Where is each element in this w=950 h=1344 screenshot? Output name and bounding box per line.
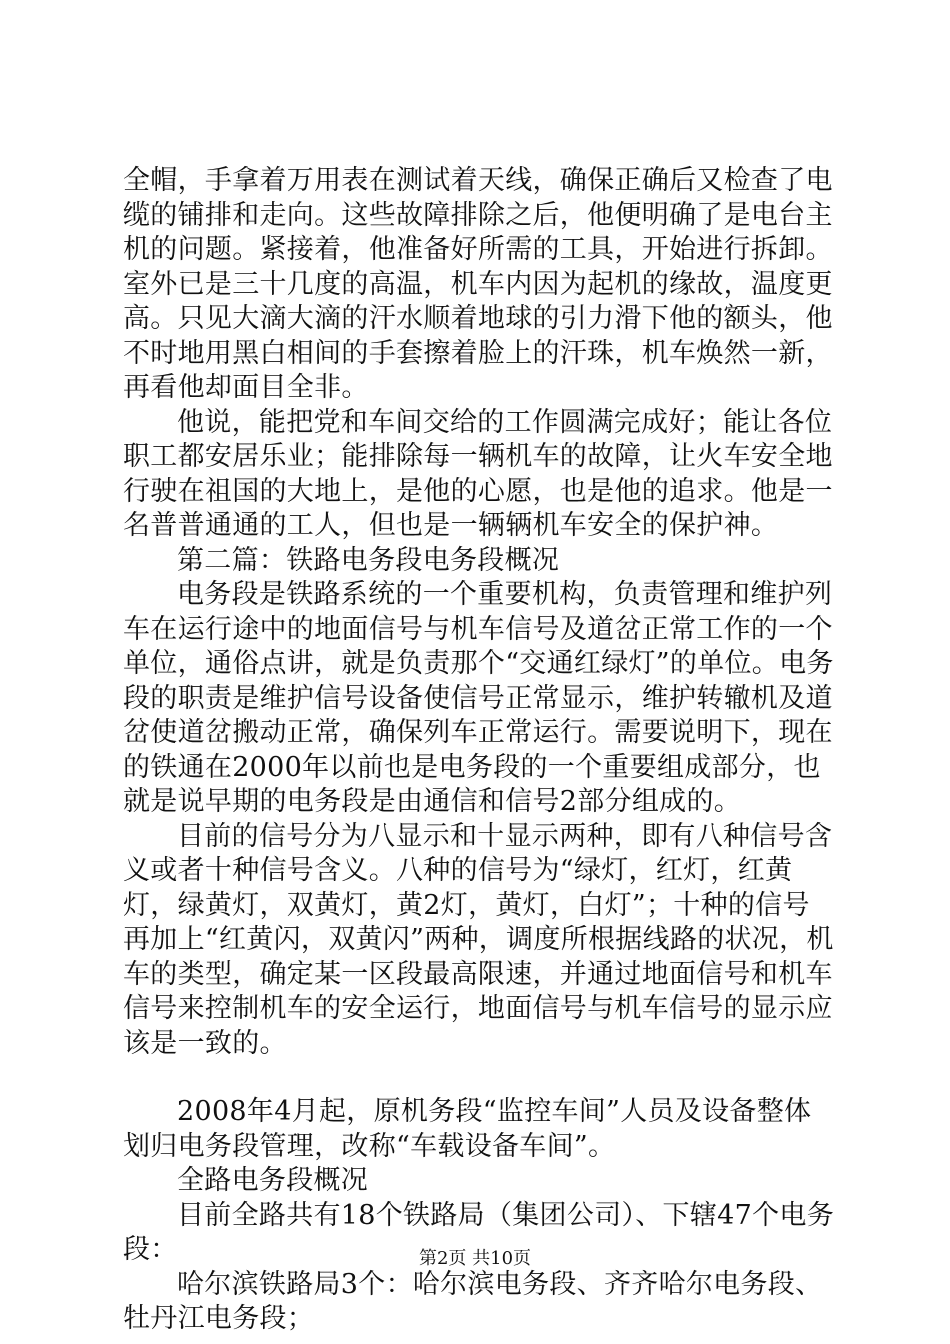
section-heading-overview: 全路电务段概况 [177,1165,369,1196]
paragraph-gap [123,1061,835,1095]
paragraph-worker-wish: 他说，能把党和车间交给的工作圆满完成好；能让各位职工都安居乐业；能排除每一辆机车的故障，让火车安全地行驶在祖国的大地上，是他的心愿，也是他的追求。他是一名普普通通的工人，但也是一辆辆机车安全的保护神。 [123,406,833,541]
paragraph-continuation: 全帽，手拿着万用表在测试着天线，确保正确后又检查了电缆的铺排和走向。这些故障排除之后，他便明确了是电台主机的问题。紧接着，他准备好所需的工具，开始进行拆卸。室外已是三十几度的高温，机车内因为起机的缘故，温度更高。只见大滴大滴的汗水顺着地球的引力滑下他的额头，他不时地用黑白相间的手套擦着脸上的汗珠，机车焕然一新，再看他却面目全非。 [123,165,833,403]
page-number-footer: 第2页 共10页 [418,1248,532,1269]
section-heading-chapter-two: 第二篇：铁路电务段电务段概况 [177,544,560,576]
paragraph-2008-change: 2008年4月起，原机务段“监控车间”人员及设备整体划归电务段管理，改称“车载设备车间”。 [123,1096,812,1162]
document-body [123,164,835,1337]
paragraph-signal-department-definition: 电务段是铁路系统的一个重要机构，负责管理和维护列车在运行途中的地面信号与机车信号及道岔正常工作的一个单位，通俗点讲，就是负责那个“交通红绿灯”的单位。电务段的职责是维护信号设备使信号正常显示，维护转辙机及道岔使道岔搬动正常，确保列车正常运行。需要说明下，现在的铁通在2000年以前也是电务段的一个重要组成部分，也就是说早期的电务段是由通信和信号2部分组成的。 [123,579,834,817]
paragraph-harbin-bureau: 哈尔滨铁路局3个：哈尔滨电务段、齐齐哈尔电务段、牡丹江电务段； [123,1268,823,1334]
paragraph-signal-types: 目前的信号分为八显示和十显示两种，即有八种信号含义或者十种信号含义。八种的信号为“绿灯，红灯，红黄灯，绿黄灯，双黄灯，黄2灯，黄灯，白灯”；十种的信号再加上“红黄闪，双黄闪”两种，调度所根据线路的状况，机车的类型，确定某一区段最高限速，并通过地面信号和机车信号来控制机车的安全运行，地面信号与机车信号的显示应该是一致的。 [123,820,834,1059]
paragraph-bureau-count: 目前全路共有18个铁路局（集团公司）、下辖47个电务段： [123,1199,835,1265]
